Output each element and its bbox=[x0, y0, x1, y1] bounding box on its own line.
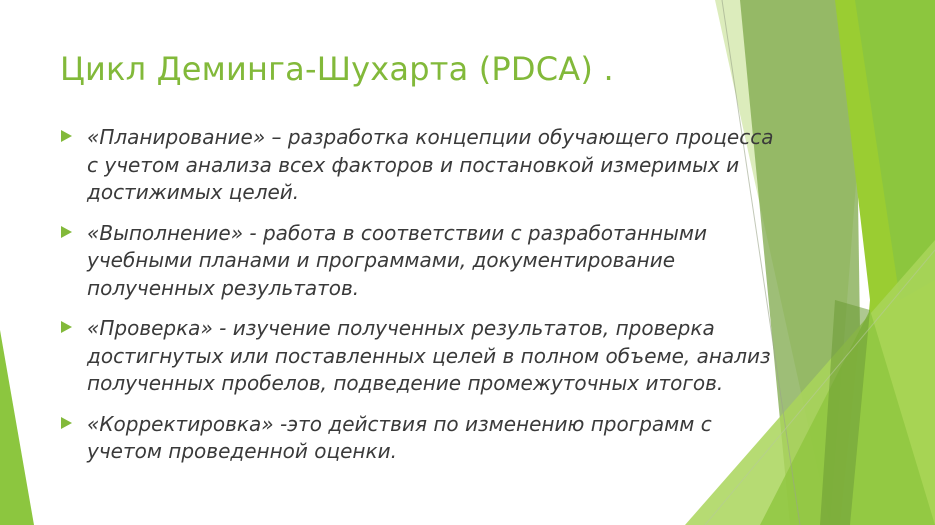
list-item bbox=[60, 411, 780, 466]
triangle-right-icon bbox=[61, 321, 72, 333]
bullet-text: «Планирование» – разработка концепции обучающего процесса с учетом анализа всех факторов и постановкой измеримых и достижимых целей. bbox=[87, 125, 774, 204]
triangle-right-icon bbox=[61, 130, 72, 142]
triangle-right-icon bbox=[61, 226, 72, 238]
slide-title: Цикл Деминга-Шухарта (PDCA) . bbox=[60, 50, 614, 88]
left-edge-shape bbox=[0, 330, 34, 525]
list-item bbox=[60, 315, 780, 398]
list-item bbox=[60, 220, 780, 303]
list-item bbox=[60, 124, 780, 207]
bullet-text: «Выполнение» - работа в соответствии с разработанными учебными планами и программами, документирование полученных результатов. bbox=[87, 220, 707, 300]
bullet-text: «Проверка» - изучение полученных результатов, проверка достигнутых или поставленных целей в полном объеме, анализ полученных пробелов, подведение промежуточных итогов. bbox=[87, 316, 771, 395]
bullet-list bbox=[60, 124, 780, 479]
triangle-right-icon bbox=[61, 417, 72, 429]
bullet-text: «Корректировка» -это действия по изменению программ с учетом проведенной оценки. bbox=[87, 411, 712, 463]
